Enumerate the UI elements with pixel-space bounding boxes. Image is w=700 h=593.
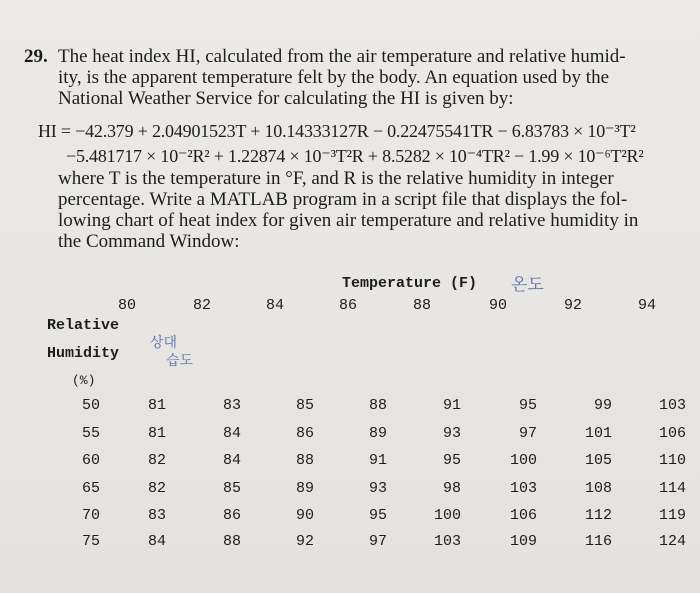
heat-index-cell: 83 bbox=[147, 507, 166, 524]
equation-line-2: −5.481717 × 10⁻²R² + 1.22874 × 10⁻³T²R + 8.5282 × 10⁻⁴TR² − 1.99 × 10⁻⁶T²R² bbox=[66, 146, 644, 166]
problem-intro bbox=[58, 46, 678, 109]
temperature-header-cell: 90 bbox=[488, 297, 507, 314]
heat-index-cell: 109 bbox=[509, 533, 537, 550]
heat-index-cell: 110 bbox=[658, 452, 686, 469]
intro-line: National Weather Service for calculating the HI is given by: bbox=[58, 88, 514, 109]
heat-index-cell: 100 bbox=[433, 507, 461, 524]
heat-index-cell: 93 bbox=[368, 480, 387, 497]
row-header-percent: (%) bbox=[72, 373, 96, 388]
heat-index-cell: 95 bbox=[442, 452, 461, 469]
heat-index-cell: 119 bbox=[658, 507, 686, 524]
heat-index-cell: 83 bbox=[222, 397, 241, 414]
heat-index-cell: 106 bbox=[509, 507, 537, 524]
heat-index-cell: 92 bbox=[295, 533, 314, 550]
problem-body bbox=[58, 168, 678, 252]
temperature-header-cell: 86 bbox=[338, 297, 357, 314]
heat-index-cell: 82 bbox=[147, 480, 166, 497]
humidity-cell: 65 bbox=[81, 480, 100, 497]
heat-index-cell: 86 bbox=[295, 425, 314, 442]
heat-index-cell: 85 bbox=[295, 397, 314, 414]
heat-index-cell: 84 bbox=[147, 533, 166, 550]
heat-index-cell: 84 bbox=[222, 425, 241, 442]
temperature-header-cell: 84 bbox=[265, 297, 284, 314]
row-header-humidity: Humidity bbox=[47, 345, 120, 362]
heat-index-cell: 114 bbox=[658, 480, 686, 497]
temperature-header-cell: 88 bbox=[412, 297, 431, 314]
heat-index-cell: 85 bbox=[222, 480, 241, 497]
heat-index-cell: 95 bbox=[368, 507, 387, 524]
heat-index-cell: 89 bbox=[295, 480, 314, 497]
heat-index-cell: 88 bbox=[222, 533, 241, 550]
heat-index-cell: 99 bbox=[593, 397, 612, 414]
heat-index-cell: 112 bbox=[584, 507, 612, 524]
heat-index-cell: 88 bbox=[368, 397, 387, 414]
row-header-relative: Relative bbox=[47, 317, 120, 334]
heat-index-cell: 81 bbox=[147, 397, 166, 414]
heat-index-cell: 88 bbox=[295, 452, 314, 469]
heat-index-cell: 90 bbox=[295, 507, 314, 524]
heat-index-cell: 91 bbox=[368, 452, 387, 469]
heat-index-cell: 89 bbox=[368, 425, 387, 442]
temperature-header-cell: 94 bbox=[637, 297, 656, 314]
humidity-cell: 60 bbox=[81, 452, 100, 469]
heat-index-cell: 108 bbox=[584, 480, 612, 497]
intro-line: The heat index HI, calculated from the air temperature and relative humid- bbox=[58, 46, 626, 67]
heat-index-cell: 97 bbox=[368, 533, 387, 550]
temperature-header-cell: 82 bbox=[192, 297, 211, 314]
humidity-cell: 55 bbox=[81, 425, 100, 442]
table-title: Temperature (F) bbox=[342, 275, 478, 292]
humidity-handwritten-note-2: 습도 bbox=[166, 353, 194, 369]
temperature-header-cell: 80 bbox=[117, 297, 136, 314]
heat-index-cell: 93 bbox=[442, 425, 461, 442]
heat-index-cell: 95 bbox=[518, 397, 537, 414]
body-line: the Command Window: bbox=[58, 231, 240, 252]
intro-line: ity, is the apparent temperature felt by the body. An equation used by the bbox=[58, 67, 610, 88]
heat-index-cell: 97 bbox=[518, 425, 537, 442]
heat-index-cell: 103 bbox=[658, 397, 686, 414]
humidity-handwritten-note-1: 상대 bbox=[150, 335, 178, 351]
heat-index-cell: 84 bbox=[222, 452, 241, 469]
problem-number: 29. bbox=[24, 46, 48, 67]
heat-index-cell: 81 bbox=[147, 425, 166, 442]
temperature-header-cell: 92 bbox=[563, 297, 582, 314]
heat-index-cell: 98 bbox=[442, 480, 461, 497]
humidity-cell: 75 bbox=[81, 533, 100, 550]
body-line: lowing chart of heat index for given air temperature and relative humidity in bbox=[58, 210, 639, 231]
heat-index-cell: 106 bbox=[658, 425, 686, 442]
heat-index-cell: 91 bbox=[442, 397, 461, 414]
heat-index-cell: 82 bbox=[147, 452, 166, 469]
humidity-cell: 70 bbox=[81, 507, 100, 524]
heat-index-cell: 103 bbox=[433, 533, 461, 550]
heat-index-cell: 116 bbox=[584, 533, 612, 550]
heat-index-cell: 100 bbox=[509, 452, 537, 469]
heat-index-cell: 103 bbox=[509, 480, 537, 497]
heat-index-cell: 124 bbox=[658, 533, 686, 550]
heat-index-cell: 105 bbox=[584, 452, 612, 469]
equation-line-1: HI = −42.379 + 2.04901523T + 10.14333127R − 0.22475541TR − 6.83783 × 10⁻³T² bbox=[38, 121, 636, 141]
humidity-cell: 50 bbox=[81, 397, 100, 414]
body-line: percentage. Write a MATLAB program in a script file that displays the fol- bbox=[58, 189, 628, 210]
heat-index-cell: 101 bbox=[584, 425, 612, 442]
temperature-handwritten-note: 온도 bbox=[511, 275, 544, 295]
heat-index-cell: 86 bbox=[222, 507, 241, 524]
body-line: where T is the temperature in °F, and R is the relative humidity in integer bbox=[58, 168, 614, 189]
